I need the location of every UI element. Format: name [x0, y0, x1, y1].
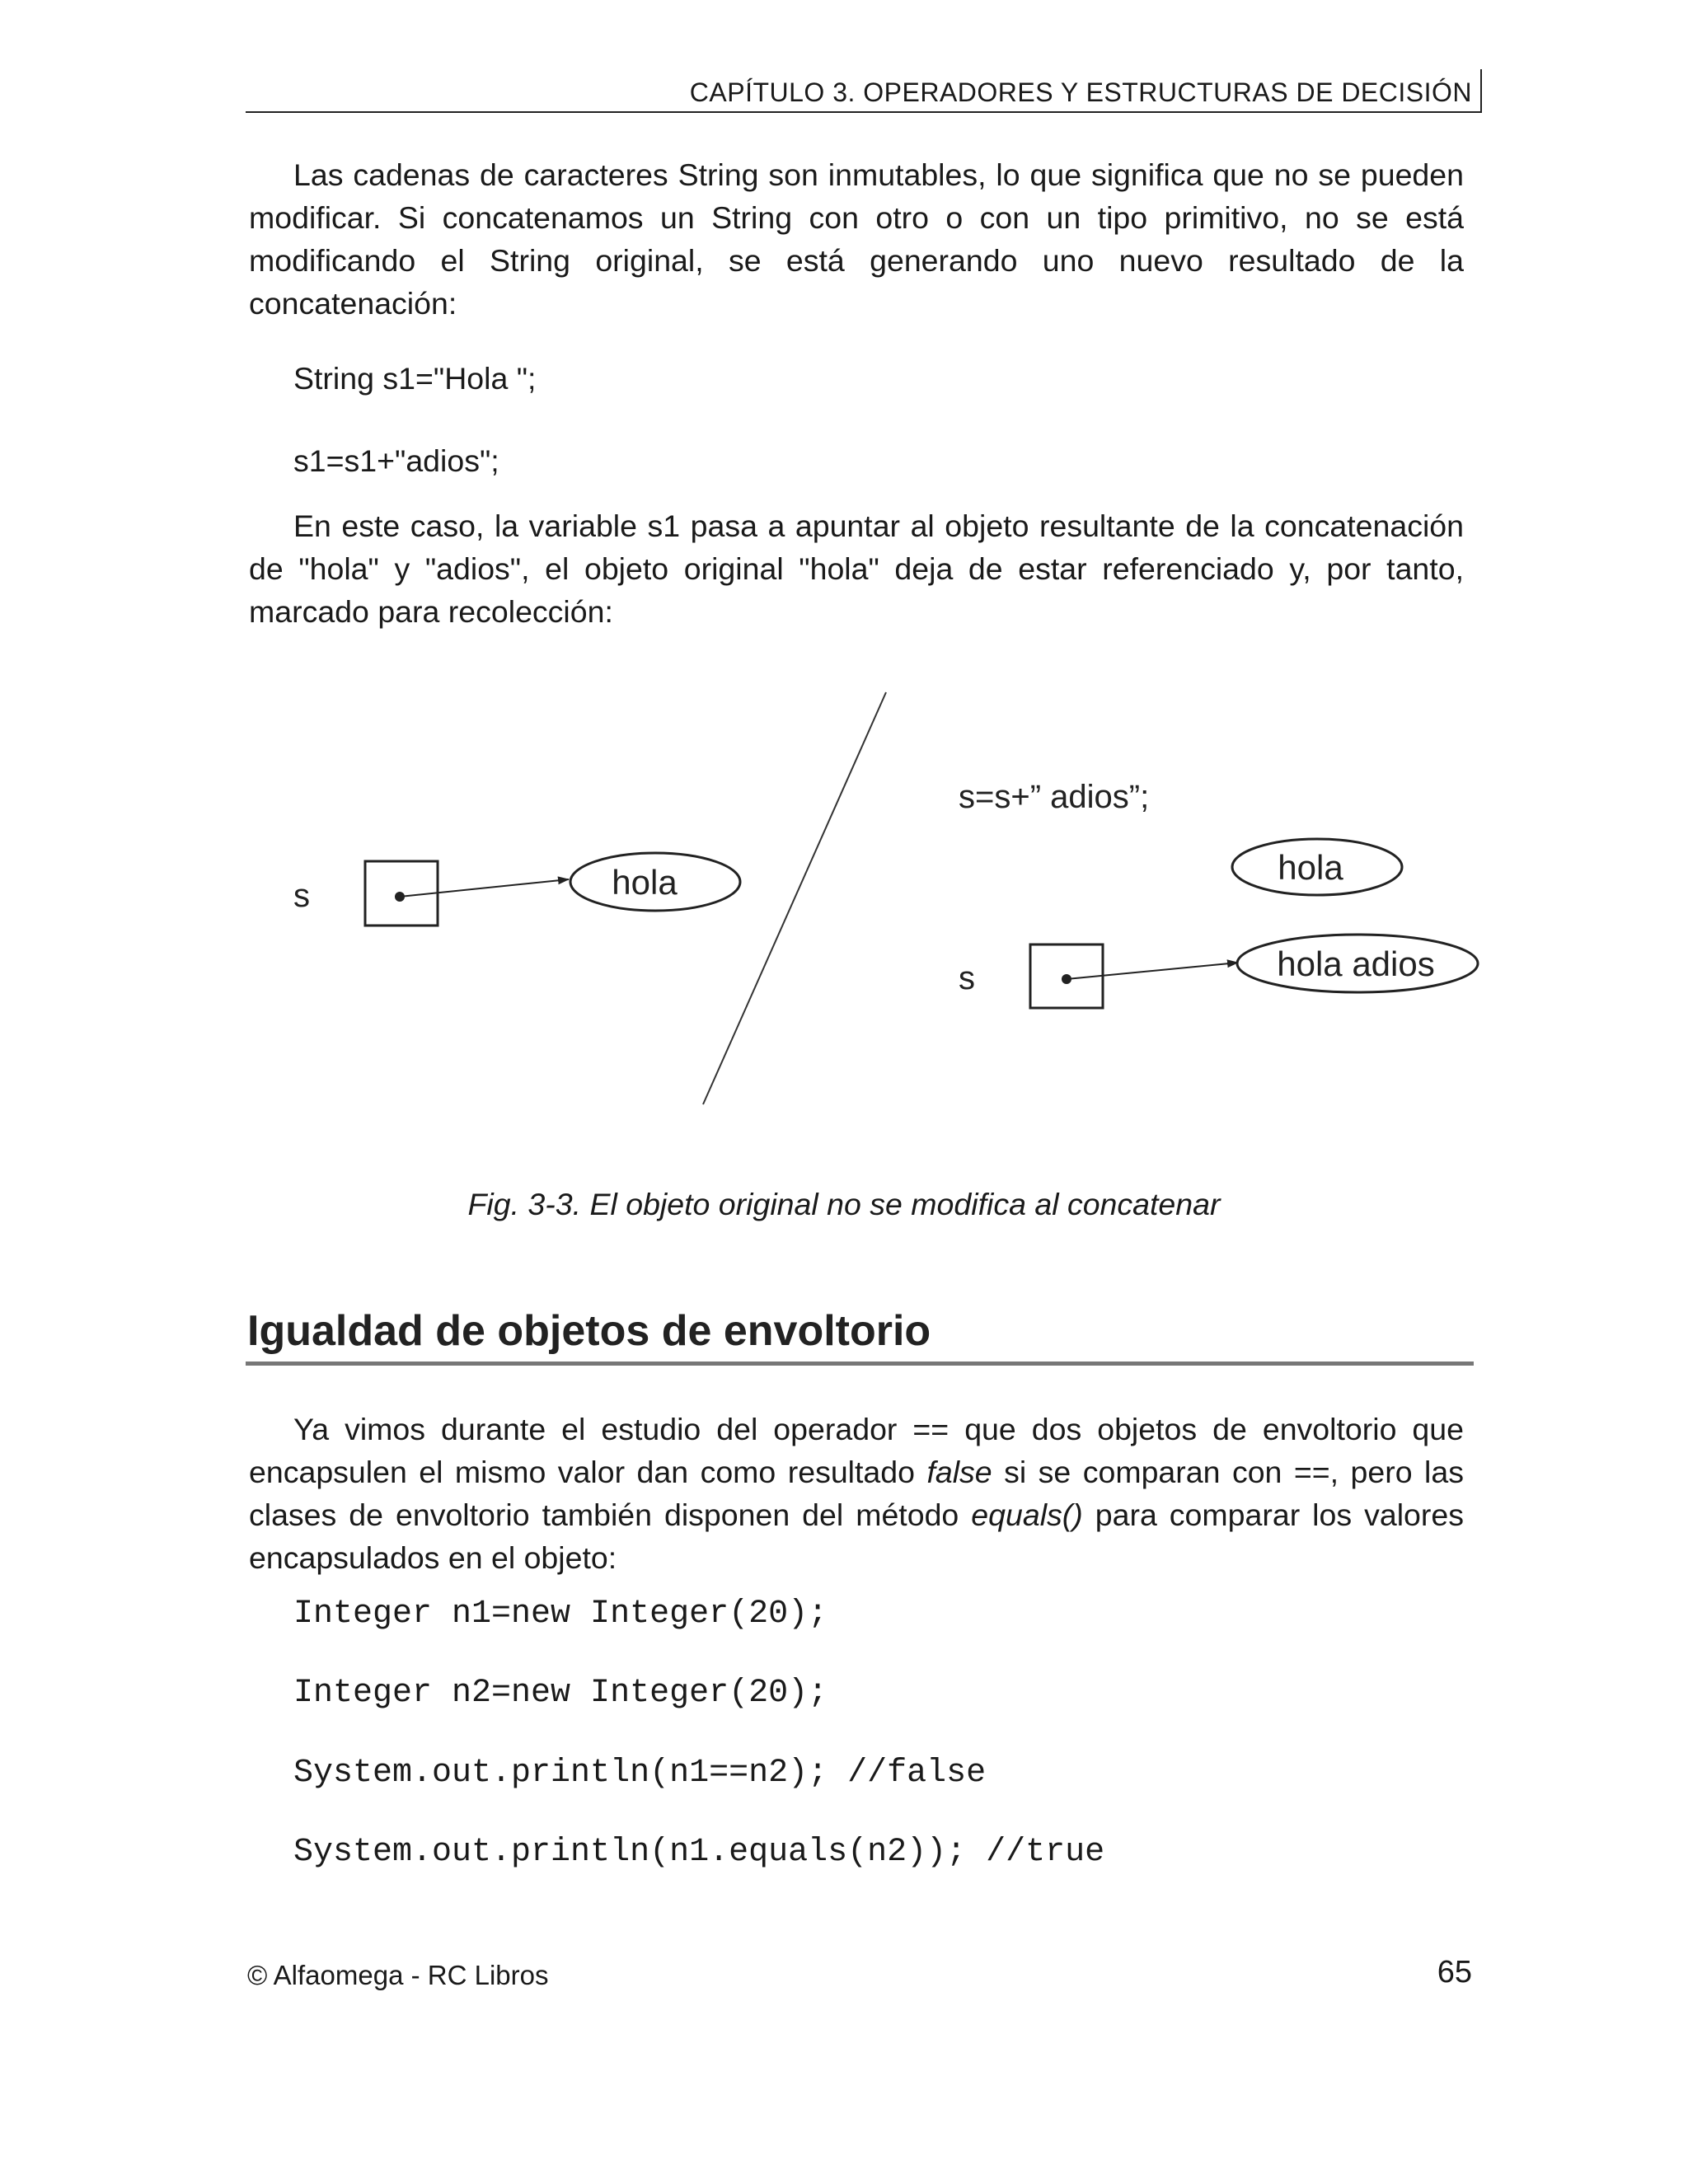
figure-divider-line [703, 692, 886, 1104]
right-old-object-label: hola [1278, 848, 1343, 887]
right-new-object-label: hola adios [1277, 944, 1435, 983]
left-object-label: hola [612, 863, 678, 902]
section-rule [246, 1361, 1474, 1366]
section-paragraph-part2: si se comparan con ==, pero las clases de envoltorio también disponen del método [249, 1455, 1464, 1532]
figure-caption: Fig. 3-3. El objeto original no se modifica al concatenar [467, 1187, 1221, 1221]
chapter-header: CAPÍTULO 3. OPERADORES Y ESTRUCTURAS DE DECISIÓN [689, 77, 1472, 107]
footer-publisher: © Alfaomega - RC Libros [247, 1960, 549, 1990]
section-paragraph [249, 1408, 1464, 1579]
left-reference-arrow [400, 879, 569, 897]
right-statement-label: s=s+” adios”; [959, 779, 1150, 815]
intro-paragraph-2-text: En este caso, la variable s1 pasa a apuntar al objeto resultante de la concatenación de "hola" y "adios", el objeto original "hola" deja de estar referenciado y, por tanto, marcado para recolección: [249, 509, 1464, 629]
code-block-line-2: Integer n2=new Integer(20); [293, 1675, 828, 1712]
intro-paragraph-2 [249, 504, 1464, 633]
section-paragraph-part3: para comparar los valores encapsulados en el objeto: [249, 1497, 1464, 1575]
right-reference-arrow [1067, 963, 1238, 979]
code-line-2: s1=s1+"adios"; [293, 443, 499, 478]
intro-paragraph-1 [249, 153, 1464, 325]
left-variable-label: s [293, 878, 310, 914]
footer-page-number: 65 [1437, 1955, 1472, 1990]
section-paragraph-part1: Ya vimos durante el estudio del operador == que dos objetos de envoltorio que encapsulen el mismo valor dan como resultado [249, 1412, 1464, 1489]
section-paragraph-em-false: false [926, 1455, 992, 1489]
code-line-1: String s1="Hola "; [293, 361, 537, 396]
figure-diagram [0, 676, 1688, 1121]
header-rule [246, 111, 1480, 113]
code-block-line-4: System.out.println(n1.equals(n2)); //true [293, 1834, 1105, 1871]
section-paragraph-em-equals: equals() [971, 1497, 1083, 1532]
header-tick [1480, 69, 1482, 113]
code-block-line-3: System.out.println(n1==n2); //false [293, 1755, 987, 1792]
right-variable-label: s [959, 960, 975, 996]
code-block-line-1: Integer n1=new Integer(20); [293, 1596, 828, 1633]
intro-paragraph-1-text: Las cadenas de caracteres String son inmutables, lo que significa que no se pueden modificar. Si concatenamos un String con otro o con un tipo primitivo, no se está modificando el String original, se está generando uno nuevo resultado de la concatenación: [249, 157, 1464, 321]
section-title: Igualdad de objetos de envoltorio [247, 1307, 931, 1355]
